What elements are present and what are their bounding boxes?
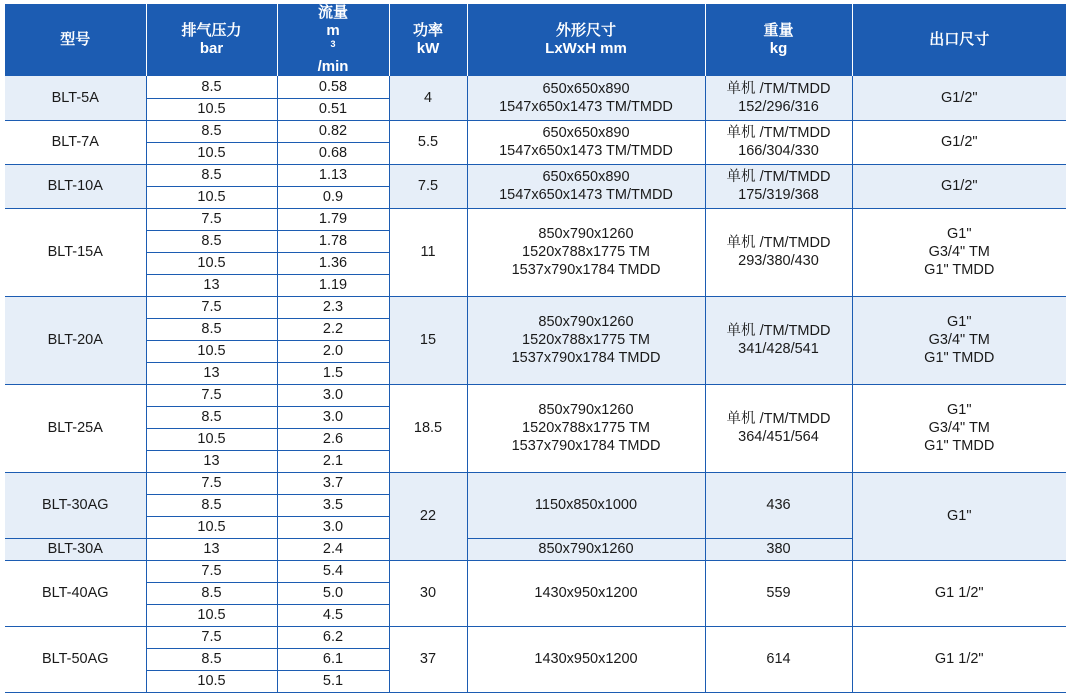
dims-cell-line: 1430x950x1200 (468, 650, 705, 668)
flow-cell: 0.58 (277, 76, 389, 98)
pressure-cell: 10.5 (146, 340, 277, 362)
flow-cell: 2.1 (277, 450, 389, 472)
weight-cell-line: 166/304/330 (706, 142, 852, 160)
pressure-cell: 10.5 (146, 670, 277, 692)
flow-cell: 0.68 (277, 142, 389, 164)
pressure-cell: 10.5 (146, 98, 277, 120)
dims-cell-line: 650x650x890 (468, 80, 705, 98)
outlet-cell-line: G1" TMDD (853, 349, 1066, 367)
header-flow: 流量 m $^3$ /min (277, 4, 389, 76)
pressure-cell: 7.5 (146, 208, 277, 230)
flow-cell: 2.6 (277, 428, 389, 450)
pressure-cell: 7.5 (146, 296, 277, 318)
pressure-cell: 8.5 (146, 406, 277, 428)
pressure-cell: 8.5 (146, 164, 277, 186)
model-cell: BLT-15A (5, 208, 146, 296)
header-row (5, 4, 1066, 76)
table-row (5, 384, 1066, 406)
dims-cell (467, 296, 705, 384)
dims-cell-line: 650x650x890 (468, 168, 705, 186)
weight-cell-line: 单机 /TM/TMDD (706, 410, 852, 428)
outlet-cell (852, 626, 1066, 692)
pressure-cell: 8.5 (146, 582, 277, 604)
flow-cell: 5.4 (277, 560, 389, 582)
flow-cell: 2.2 (277, 318, 389, 340)
header-power: 功率 kW (389, 4, 467, 76)
dims-cell-line: 850x790x1260 (468, 540, 705, 558)
pressure-cell: 13 (146, 274, 277, 296)
weight-cell-line: 364/451/564 (706, 428, 852, 446)
weight-cell-line: 152/296/316 (706, 98, 852, 116)
flow-cell: 1.36 (277, 252, 389, 274)
table-row (5, 76, 1066, 98)
model-cell: BLT-5A (5, 76, 146, 120)
pressure-cell: 7.5 (146, 384, 277, 406)
pressure-cell: 10.5 (146, 186, 277, 208)
dims-cell-line: 1537x790x1784 TMDD (468, 261, 705, 279)
pressure-cell: 8.5 (146, 318, 277, 340)
flow-cell: 1.78 (277, 230, 389, 252)
flow-cell: 3.0 (277, 406, 389, 428)
flow-cell: 1.79 (277, 208, 389, 230)
model-cell: BLT-40AG (5, 560, 146, 626)
power-cell: 22 (389, 472, 467, 560)
weight-cell-line: 单机 /TM/TMDD (706, 168, 852, 186)
outlet-cell-line: G3/4" TM (853, 331, 1066, 349)
power-cell: 30 (389, 560, 467, 626)
flow-cell: 5.0 (277, 582, 389, 604)
dims-cell-line: 1150x850x1000 (468, 496, 705, 514)
dims-cell (467, 626, 705, 692)
flow-cell: 0.82 (277, 120, 389, 142)
header-model: 型号 (5, 4, 146, 76)
dims-cell-line: 650x650x890 (468, 124, 705, 142)
dims-cell-line: 1520x788x1775 TM (468, 331, 705, 349)
weight-cell-line: 单机 /TM/TMDD (706, 322, 852, 340)
flow-cell: 3.5 (277, 494, 389, 516)
outlet-cell-line: G3/4" TM (853, 243, 1066, 261)
dims-cell (467, 472, 705, 538)
outlet-cell-line: G1" (853, 225, 1066, 243)
dims-cell-line: 850x790x1260 (468, 401, 705, 419)
weight-cell (705, 626, 852, 692)
dims-cell (467, 120, 705, 164)
pressure-cell: 8.5 (146, 494, 277, 516)
outlet-cell (852, 120, 1066, 164)
dims-cell-line: 1547x650x1473 TM/TMDD (468, 142, 705, 160)
power-cell: 11 (389, 208, 467, 296)
weight-cell-line: 436 (706, 496, 852, 514)
table-row (5, 164, 1066, 186)
model-cell: BLT-25A (5, 384, 146, 472)
model-cell: BLT-50AG (5, 626, 146, 692)
flow-cell: 0.51 (277, 98, 389, 120)
model-cell: BLT-30A (5, 538, 146, 560)
weight-cell (705, 560, 852, 626)
flow-cell: 3.0 (277, 384, 389, 406)
model-cell: BLT-10A (5, 164, 146, 208)
header-pressure: 排气压力 bar (146, 4, 277, 76)
pressure-cell: 13 (146, 362, 277, 384)
pressure-cell: 8.5 (146, 648, 277, 670)
dims-cell-line: 1537x790x1784 TMDD (468, 349, 705, 367)
outlet-cell (852, 164, 1066, 208)
model-cell: BLT-30AG (5, 472, 146, 538)
outlet-cell (852, 472, 1066, 560)
outlet-cell-line: G1/2" (853, 177, 1066, 195)
outlet-cell (852, 296, 1066, 384)
flow-cell: 3.0 (277, 516, 389, 538)
power-cell: 7.5 (389, 164, 467, 208)
weight-cell (705, 296, 852, 384)
dims-cell-line: 1520x788x1775 TM (468, 419, 705, 437)
weight-cell (705, 120, 852, 164)
table-row (5, 472, 1066, 494)
weight-cell-line: 175/319/368 (706, 186, 852, 204)
model-cell: BLT-7A (5, 120, 146, 164)
outlet-cell (852, 76, 1066, 120)
pressure-cell: 8.5 (146, 230, 277, 252)
outlet-cell-line: G1 1/2" (853, 584, 1066, 602)
dims-cell (467, 208, 705, 296)
dims-cell-line: 1547x650x1473 TM/TMDD (468, 98, 705, 116)
pressure-cell: 7.5 (146, 626, 277, 648)
power-cell: 15 (389, 296, 467, 384)
weight-cell (705, 384, 852, 472)
table-row (5, 120, 1066, 142)
pressure-cell: 13 (146, 450, 277, 472)
flow-cell: 6.2 (277, 626, 389, 648)
spec-table (5, 4, 1066, 693)
outlet-cell (852, 208, 1066, 296)
power-cell: 4 (389, 76, 467, 120)
table-row (5, 208, 1066, 230)
flow-cell: 2.4 (277, 538, 389, 560)
dims-cell (467, 164, 705, 208)
outlet-cell-line: G1 1/2" (853, 650, 1066, 668)
pressure-cell: 7.5 (146, 472, 277, 494)
dims-cell (467, 384, 705, 472)
weight-cell-line: 559 (706, 584, 852, 602)
pressure-cell: 7.5 (146, 560, 277, 582)
flow-cell: 1.13 (277, 164, 389, 186)
flow-cell: 2.0 (277, 340, 389, 362)
power-cell: 5.5 (389, 120, 467, 164)
weight-cell-line: 341/428/541 (706, 340, 852, 358)
dims-cell-line: 1520x788x1775 TM (468, 243, 705, 261)
power-cell: 37 (389, 626, 467, 692)
flow-cell: 1.5 (277, 362, 389, 384)
weight-cell (705, 76, 852, 120)
table-row (5, 626, 1066, 648)
outlet-cell-line: G1" (853, 507, 1066, 525)
dims-cell-line: 850x790x1260 (468, 225, 705, 243)
flow-cell: 3.7 (277, 472, 389, 494)
weight-cell-line: 单机 /TM/TMDD (706, 234, 852, 252)
table-body (5, 76, 1066, 692)
weight-cell-line: 614 (706, 650, 852, 668)
outlet-cell-line: G1" (853, 313, 1066, 331)
model-cell: BLT-20A (5, 296, 146, 384)
weight-cell-line: 380 (706, 540, 852, 558)
outlet-cell (852, 384, 1066, 472)
dims-cell-line: 1547x650x1473 TM/TMDD (468, 186, 705, 204)
pressure-cell: 10.5 (146, 428, 277, 450)
outlet-cell-line: G3/4" TM (853, 419, 1066, 437)
pressure-cell: 10.5 (146, 516, 277, 538)
flow-cell: 0.9 (277, 186, 389, 208)
dims-cell-line: 1430x950x1200 (468, 584, 705, 602)
pressure-cell: 13 (146, 538, 277, 560)
pressure-cell: 10.5 (146, 142, 277, 164)
flow-cell: 5.1 (277, 670, 389, 692)
dims-cell-line: 850x790x1260 (468, 313, 705, 331)
header-dims: 外形尺寸 LxWxH mm (467, 4, 705, 76)
outlet-cell-line: G1/2" (853, 133, 1066, 151)
weight-cell (705, 208, 852, 296)
table-row (5, 560, 1066, 582)
flow-cell: 2.3 (277, 296, 389, 318)
dims-cell (467, 538, 705, 560)
outlet-cell-line: G1" TMDD (853, 261, 1066, 279)
dims-cell-line: 1537x790x1784 TMDD (468, 437, 705, 455)
weight-cell-line: 单机 /TM/TMDD (706, 80, 852, 98)
header-outlet: 出口尺寸 (852, 4, 1066, 76)
outlet-cell (852, 560, 1066, 626)
header-weight: 重量 kg (705, 4, 852, 76)
flow-cell: 6.1 (277, 648, 389, 670)
weight-cell (705, 538, 852, 560)
weight-cell (705, 472, 852, 538)
power-cell: 18.5 (389, 384, 467, 472)
flow-cell: 1.19 (277, 274, 389, 296)
weight-cell-line: 293/380/430 (706, 252, 852, 270)
outlet-cell-line: G1/2" (853, 89, 1066, 107)
pressure-cell: 8.5 (146, 120, 277, 142)
weight-cell-line: 单机 /TM/TMDD (706, 124, 852, 142)
pressure-cell: 10.5 (146, 252, 277, 274)
weight-cell (705, 164, 852, 208)
table-row (5, 296, 1066, 318)
pressure-cell: 8.5 (146, 76, 277, 98)
pressure-cell: 10.5 (146, 604, 277, 626)
outlet-cell-line: G1" (853, 401, 1066, 419)
flow-cell: 4.5 (277, 604, 389, 626)
dims-cell (467, 560, 705, 626)
outlet-cell-line: G1" TMDD (853, 437, 1066, 455)
dims-cell (467, 76, 705, 120)
